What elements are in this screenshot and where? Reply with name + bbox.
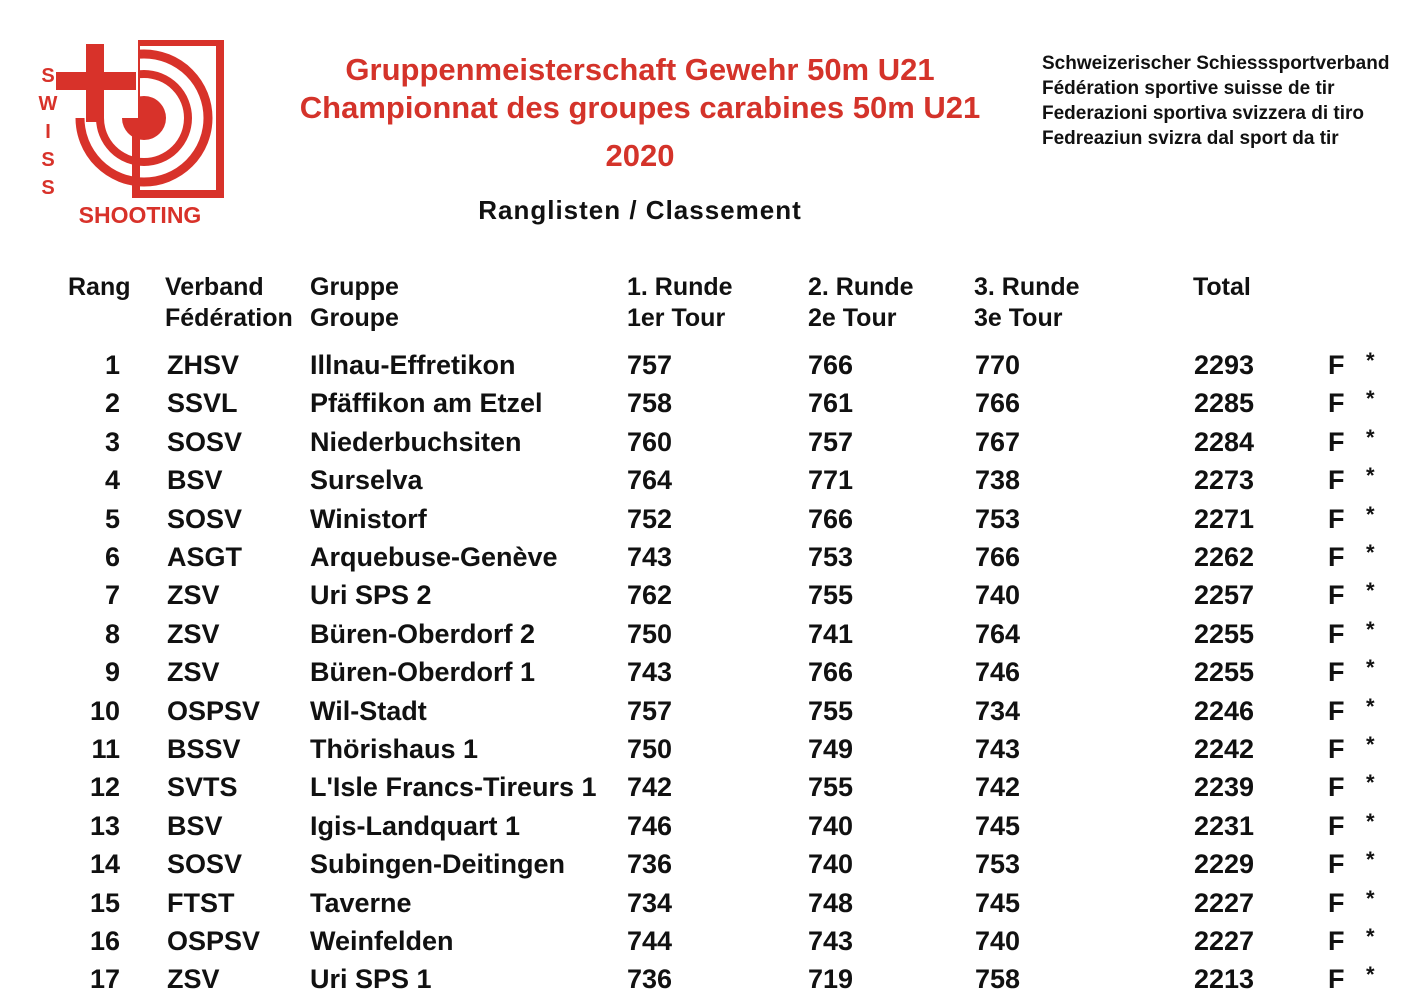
gruppe-cell: Wil-Stadt: [310, 695, 427, 726]
header-runde-1: 1. Runde 1er Tour: [627, 273, 733, 332]
mark-cell: *: [1366, 578, 1375, 604]
table-row: [0, 461, 1420, 499]
table-row: [0, 384, 1420, 422]
logo-letter-i: I: [45, 121, 51, 143]
logo-letter-s1: S: [41, 65, 55, 87]
title-line-1: Gruppenmeisterschaft Gewehr 50m U21: [345, 52, 935, 87]
verband-cell: ZSV: [167, 964, 220, 995]
runde-1-cell: 758: [627, 388, 673, 419]
total-cell: 2227: [1194, 887, 1255, 918]
flag-cell: F: [1328, 580, 1345, 611]
flag-cell: F: [1328, 618, 1345, 649]
gruppe-cell: Surselva: [310, 465, 423, 496]
mark-cell: *: [1366, 962, 1375, 988]
runde-3-cell: 745: [975, 887, 1021, 918]
flag-cell: F: [1328, 542, 1345, 572]
total-cell: 2242: [1194, 734, 1255, 764]
table-row: [0, 922, 1420, 960]
runde-1-cell: 764: [627, 465, 673, 496]
flag-cell: F: [1328, 388, 1345, 419]
subtitle: Ranglisten / Classement: [478, 195, 802, 225]
runde-1-cell: 762: [627, 580, 673, 611]
rang-cell: 6: [104, 542, 120, 572]
table-row: [0, 692, 1420, 730]
flag-cell: F: [1328, 657, 1345, 688]
mark-cell: *: [1366, 847, 1375, 873]
verband-cell: ZSV: [167, 580, 220, 611]
runde-2-cell: 757: [808, 426, 854, 457]
runde-2-cell: 766: [808, 350, 854, 380]
mark-cell: *: [1366, 540, 1375, 565]
verband-cell: SOSV: [167, 503, 243, 534]
rang-cell: 1: [104, 350, 120, 380]
gruppe-cell: Winistorf: [310, 503, 427, 534]
runde-3-cell: 770: [975, 350, 1021, 380]
table-row: [0, 768, 1420, 806]
flag-cell: F: [1328, 772, 1345, 803]
runde-2-cell: 740: [808, 849, 854, 880]
gruppe-cell: Büren-Oberdorf 1: [310, 657, 536, 688]
flag-cell: F: [1328, 926, 1345, 956]
flag-cell: F: [1328, 964, 1345, 995]
total-cell: 2231: [1194, 810, 1255, 841]
swiss-shooting-logo: [36, 40, 226, 230]
header-gruppe: Gruppe Groupe: [310, 273, 399, 332]
mark-cell: *: [1366, 348, 1375, 373]
rang-cell: 5: [104, 503, 120, 534]
mark-cell: *: [1366, 924, 1375, 949]
total-cell: 2284: [1194, 426, 1255, 457]
table-row: [0, 500, 1420, 538]
runde-2-cell: 748: [808, 887, 854, 918]
rang-cell: 12: [89, 772, 120, 803]
runde-1-cell: 734: [627, 887, 673, 918]
total-cell: 2255: [1194, 618, 1255, 649]
verband-cell: SVTS: [167, 772, 238, 803]
table-row: [0, 884, 1420, 922]
runde-2-cell: 743: [808, 926, 854, 956]
runde-2-cell: 755: [808, 695, 854, 726]
verband-cell: SSVL: [167, 388, 238, 419]
rang-cell: 2: [104, 388, 120, 419]
runde-1-cell: 757: [627, 695, 673, 726]
mark-cell: *: [1366, 808, 1375, 834]
header-rang: Rang: [68, 273, 131, 301]
runde-2-cell: 755: [808, 772, 854, 803]
verband-cell: ZSV: [167, 657, 220, 688]
runde-3-cell: 753: [975, 503, 1021, 534]
runde-1-cell: 744: [627, 926, 673, 956]
verband-cell: ASGT: [167, 542, 243, 572]
runde-2-cell: 741: [808, 618, 854, 649]
rang-cell: 13: [89, 810, 120, 841]
gruppe-cell: Uri SPS 2: [310, 580, 432, 611]
logo-letter-s3: S: [41, 177, 55, 199]
table-row: [0, 845, 1420, 883]
runde-2-cell: 740: [808, 810, 854, 841]
gruppe-cell: Igis-Landquart 1: [310, 810, 521, 841]
flag-cell: F: [1328, 810, 1345, 841]
flag-cell: F: [1328, 734, 1345, 764]
runde-3-cell: 738: [975, 465, 1021, 496]
rang-cell: 17: [89, 964, 120, 995]
header-runde-2: 2. Runde 2e Tour: [808, 273, 914, 332]
verband-cell: FTST: [167, 887, 235, 918]
runde-3-cell: 742: [975, 772, 1021, 803]
runde-3-cell: 734: [975, 695, 1021, 726]
rang-cell: 14: [89, 849, 120, 880]
total-cell: 2273: [1194, 465, 1255, 496]
rang-cell: 10: [89, 695, 120, 726]
mark-cell: *: [1366, 616, 1375, 642]
federation-line-rm: Fedreaziun svizra dal sport da tir: [1042, 128, 1339, 149]
verband-cell: SOSV: [167, 426, 243, 457]
total-cell: 2293: [1194, 350, 1255, 380]
total-cell: 2239: [1194, 772, 1255, 803]
runde-2-cell: 766: [808, 503, 854, 534]
total-cell: 2285: [1194, 388, 1255, 419]
mark-cell: *: [1366, 732, 1375, 757]
flag-cell: F: [1328, 426, 1345, 457]
mark-cell: *: [1366, 463, 1375, 489]
runde-1-cell: 757: [627, 350, 673, 380]
rang-cell: 3: [104, 426, 120, 457]
table-row: [0, 423, 1420, 461]
total-cell: 2227: [1194, 926, 1255, 956]
table-row: [0, 346, 1420, 384]
rang-cell: 9: [104, 657, 120, 688]
flag-cell: F: [1328, 695, 1345, 726]
flag-cell: F: [1328, 849, 1345, 880]
federation-line-fr: Fédération sportive suisse de tir: [1042, 78, 1335, 99]
gruppe-cell: L'Isle Francs-Tireurs 1: [310, 772, 597, 803]
header-verband: Verband Fédération: [165, 273, 293, 332]
runde-3-cell: 766: [975, 542, 1021, 572]
verband-cell: BSSV: [167, 734, 241, 764]
runde-2-cell: 761: [808, 388, 854, 419]
runde-1-cell: 760: [627, 426, 673, 457]
runde-2-cell: 755: [808, 580, 854, 611]
runde-2-cell: 719: [808, 964, 854, 995]
mark-cell: *: [1366, 770, 1375, 796]
gruppe-cell: Uri SPS 1: [310, 964, 432, 995]
rang-cell: 15: [89, 887, 120, 918]
federation-names: [1042, 51, 1389, 151]
runde-1-cell: 736: [627, 964, 673, 995]
runde-2-cell: 749: [808, 734, 854, 764]
runde-1-cell: 750: [627, 618, 673, 649]
gruppe-cell: Arquebuse-Genève: [310, 542, 558, 572]
runde-2-cell: 771: [808, 465, 854, 496]
header-total: Total: [1193, 273, 1251, 301]
table-row: [0, 960, 1420, 998]
verband-cell: OSPSV: [167, 695, 261, 726]
flag-cell: F: [1328, 350, 1345, 380]
total-cell: 2271: [1194, 503, 1255, 534]
runde-2-cell: 766: [808, 657, 854, 688]
runde-2-cell: 753: [808, 542, 854, 572]
runde-3-cell: 746: [975, 657, 1021, 688]
mark-cell: *: [1366, 386, 1375, 412]
total-cell: 2255: [1194, 657, 1255, 688]
mark-cell: *: [1366, 501, 1375, 527]
runde-1-cell: 736: [627, 849, 673, 880]
gruppe-cell: Pfäffikon am Etzel: [310, 388, 543, 419]
verband-cell: ZHSV: [167, 350, 240, 380]
runde-3-cell: 764: [975, 618, 1021, 649]
runde-1-cell: 743: [627, 657, 673, 688]
flag-cell: F: [1328, 503, 1345, 534]
rang-cell: 16: [89, 926, 120, 956]
mark-cell: *: [1366, 693, 1375, 719]
runde-3-cell: 753: [975, 849, 1021, 880]
runde-3-cell: 743: [975, 734, 1021, 764]
logo-letter-w: W: [38, 93, 58, 115]
total-cell: 2262: [1194, 542, 1255, 572]
federation-line-de: Schweizerischer Schiesssportverband: [1042, 53, 1390, 74]
rang-cell: 4: [104, 465, 120, 496]
table-row: [0, 576, 1420, 614]
verband-cell: OSPSV: [167, 926, 261, 956]
table-row: [0, 538, 1420, 576]
federation-line-it: Federazioni sportiva svizzera di tiro: [1042, 103, 1365, 124]
header-runde-3: 3. Runde 3e Tour: [974, 273, 1080, 332]
title-year: 2020: [605, 138, 675, 173]
mark-cell: *: [1366, 424, 1375, 450]
verband-cell: BSV: [167, 465, 223, 496]
verband-cell: SOSV: [167, 849, 243, 880]
flag-cell: F: [1328, 887, 1345, 918]
gruppe-cell: Weinfelden: [310, 926, 454, 956]
rang-cell: 7: [104, 580, 120, 611]
runde-3-cell: 740: [975, 926, 1021, 956]
gruppe-cell: Illnau-Effretikon: [310, 350, 516, 380]
mark-cell: *: [1366, 885, 1375, 911]
mark-cell: *: [1366, 655, 1375, 681]
verband-cell: BSV: [167, 810, 223, 841]
logo-letter-s2: S: [41, 149, 55, 171]
total-cell: 2229: [1194, 849, 1255, 880]
runde-3-cell: 745: [975, 810, 1021, 841]
verband-cell: ZSV: [167, 618, 220, 649]
gruppe-cell: Thörishaus 1: [310, 734, 479, 764]
gruppe-cell: Taverne: [310, 887, 412, 918]
flag-cell: F: [1328, 465, 1345, 496]
runde-1-cell: 742: [627, 772, 673, 803]
runde-3-cell: 766: [975, 388, 1021, 419]
runde-1-cell: 743: [627, 542, 673, 572]
logo-shooting-text: SHOOTING: [78, 202, 202, 228]
gruppe-cell: Subingen-Deitingen: [310, 849, 565, 880]
rang-cell: 11: [91, 734, 120, 764]
rang-cell: 8: [104, 618, 120, 649]
total-cell: 2246: [1194, 695, 1255, 726]
total-cell: 2257: [1194, 580, 1255, 611]
gruppe-cell: Niederbuchsiten: [310, 426, 522, 457]
table-row: [0, 730, 1420, 768]
table-row: [0, 615, 1420, 653]
runde-3-cell: 758: [975, 964, 1021, 995]
runde-3-cell: 767: [975, 426, 1021, 457]
total-cell: 2213: [1194, 964, 1255, 995]
table-row: [0, 807, 1420, 845]
runde-1-cell: 750: [627, 734, 673, 764]
runde-1-cell: 746: [627, 810, 673, 841]
gruppe-cell: Büren-Oberdorf 2: [310, 618, 536, 649]
runde-3-cell: 740: [975, 580, 1021, 611]
table-row: [0, 653, 1420, 691]
runde-1-cell: 752: [627, 503, 673, 534]
title-line-2: Championnat des groupes carabines 50m U21: [299, 90, 981, 125]
